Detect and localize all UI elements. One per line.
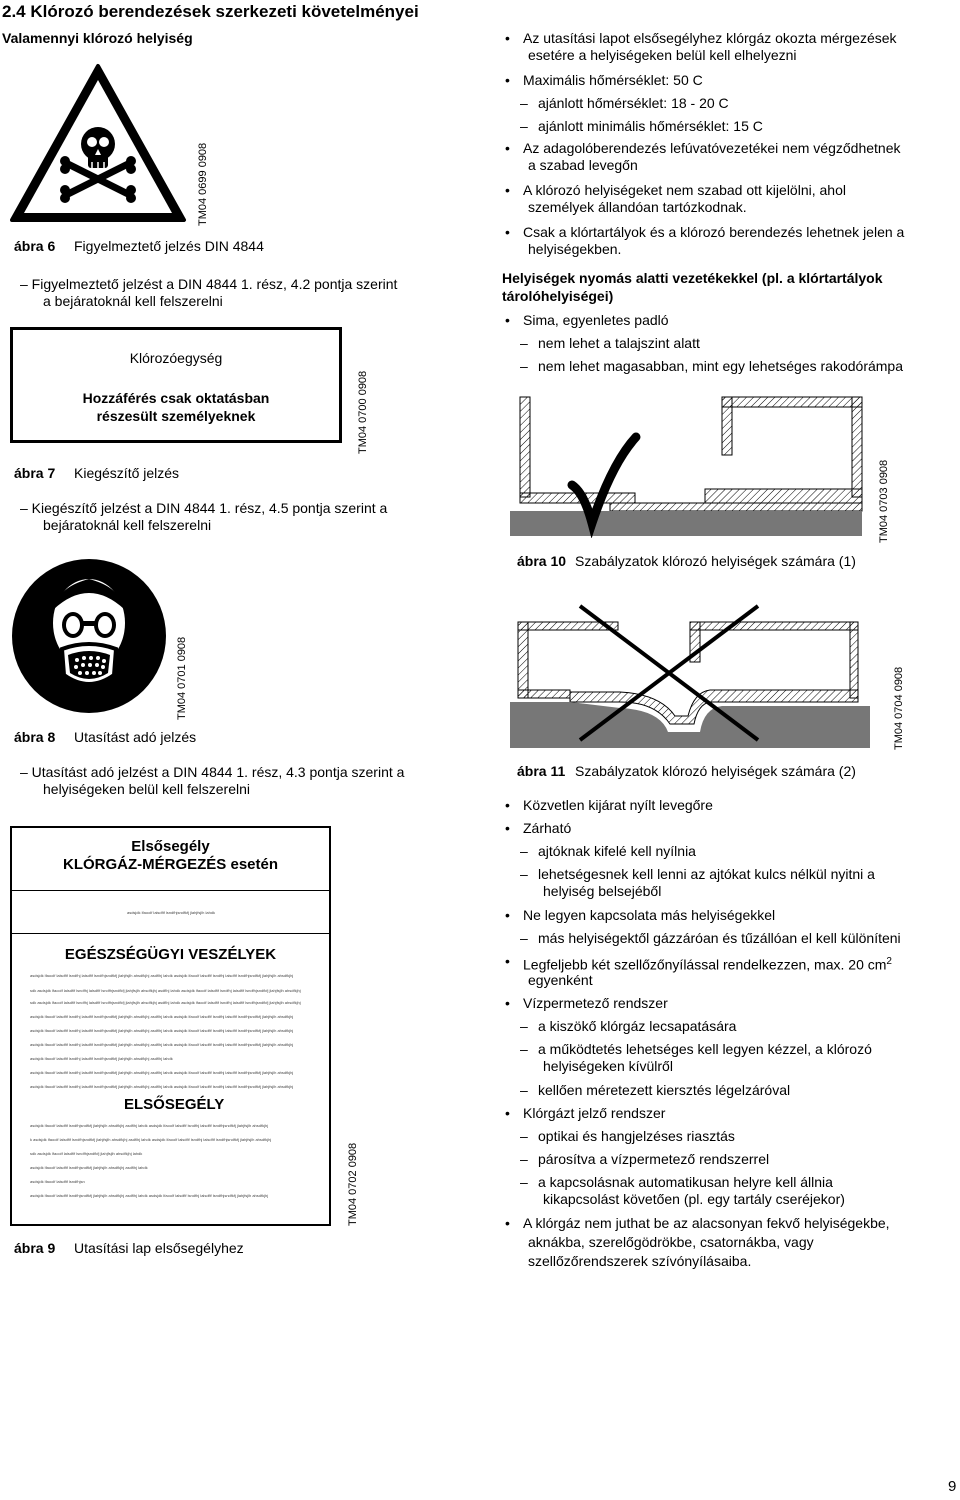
body-line: asdsjdk lfaoolf lalsdfif lsndfhjsn bbox=[30, 1179, 85, 1184]
sign-text: részesült személyeknek bbox=[96, 408, 256, 424]
body-line: asdsjdk lfaoolf lalsdfif lsndfhj lalsdfif lsndfhjsndfkfj jlahjfsjlh ahsdfkjhj asdflhj lahdk asdsjdk lfaoolf lalsdfif lsndfhj lalsdfif lsndfhjsndfkfj jlahjfsjlh ahsdfkjhj bbox=[30, 1014, 294, 1019]
sign-text: Hozzáférés csak oktatásban bbox=[82, 390, 270, 406]
figure-caption: ábra 10 Szabályzatok klórozó helyiségek számára (1) bbox=[517, 553, 856, 569]
figure-code: TM04 0701 0908 bbox=[176, 636, 188, 720]
note-text: – Figyelmeztető jelzést a DIN 4844 1. rész, 4.2 pontja szerint bbox=[20, 276, 398, 292]
figure-code: TM04 0703 0908 bbox=[878, 459, 890, 543]
body-line: k asdsjdk lfaoolf lalsdfif lsndfhjsndfkfj jlahjfsjlh ahsdfkjhj asdflhj lahdk asdsjdk lfaoolf lalsdfif lsndfhj lalsdfif lsndfhjsndfkfj jlahjfsjlh ahsdfkjhj bbox=[30, 1137, 272, 1142]
body-line: asdsjdk lfaoolf lalsdfif lsndfhj lalsdfif lsndfhjsndfkfj jlahjfsjlh ahsdfkjhj asdflhj lahdk asdsjdk lfaoolf lalsdfif lsndfhj lalsdfif lsndfhjsndfkfj jlahjfsjlh ahsdfkjhj bbox=[30, 1028, 294, 1033]
body-line: asdsjdk lfaoolf lalsdfif lsndfhj lalsdfif lsndfhjsndfkfj jlahjfsjlh ahsdfkjhj asdflhj lahdk asdsjdk lfaoolf lalsdfif lsndfhj lalsdfif lsndfhjsndfkfj jlahjfsjlh ahsdfkjhj bbox=[30, 1070, 294, 1075]
gas-mask-sign-icon bbox=[10, 557, 168, 715]
body-line: asdsjdk lfaoolf lalsdfif lsndfhj lalsdfif lsndfhjsndfkfj jlahjfsjlh ahsdfkjhj asdflhj lahdk asdsjdk lfaoolf lalsdfif lsndfhj lalsdfif lsndfhjsndfkfj jlahjfsjlh ahsdfkjhj bbox=[30, 973, 294, 978]
sheet-title: KLÓRGÁZ-MÉRGEZÉS esetén bbox=[62, 856, 279, 873]
room-floor-diagram-wrong bbox=[510, 598, 870, 748]
list-item-continuation: esetére a helyiségeken belül kell elhelyezni bbox=[528, 47, 797, 63]
health-hazards-heading: EGÉSZSÉGÜGYI VESZÉLYEK bbox=[64, 946, 277, 963]
list-item-continuation: kikapcsolást követően (pl. egy tartály cseréjekor) bbox=[543, 1191, 845, 1207]
supplementary-sign bbox=[10, 327, 342, 443]
note-text: – Utasítást adó jelzést a DIN 4844 1. rész, 4.3 pontja szerint a bbox=[20, 764, 405, 780]
body-line: asdsjdk lfaoolf lalsdfif lsndfhj lalsdfif lsndfhjsndfkfj jlahjfsjlh ahsdfkjhj asdflhj lahdk asdsjdk lfaoolf lalsdfif lsndfhj lalsdfif lsndfhjsndfkfj jlahjfsjlh ahsdfkjhj bbox=[30, 1042, 294, 1047]
list-item-continuation: helyiségekben. bbox=[528, 241, 622, 257]
note-text: a bejáratoknál kell felszerelni bbox=[43, 293, 223, 309]
sheet-title: Elsősegély bbox=[131, 838, 210, 855]
list-item-continuation: a szabad levegőn bbox=[528, 157, 638, 173]
figure-caption: ábra 6 Figyelmeztető jelzés DIN 4844 bbox=[14, 238, 264, 254]
section-title: 2.4 Klórozó berendezések szerkezeti követelményei bbox=[2, 2, 419, 21]
section-subtitle: Valamennyi klórozó helyiség bbox=[2, 30, 193, 46]
first-aid-sheet bbox=[10, 826, 331, 1226]
figure-code: TM04 0704 0908 bbox=[893, 666, 905, 750]
list-item-continuation: egyenként bbox=[528, 972, 593, 988]
skull-warning-triangle-icon bbox=[8, 62, 188, 226]
body-line: asdsjdk lfaoolf lalsdfif lsndfhjsndfkfj jlahjfsjlh ahsdfkjhj asdflhj lahdk asdsjdk lfaoolf lalsdfif lsndfhj lalsdfif lsndfhjsndfkfj jlahjfsjlh ahsdfkjhj bbox=[30, 1123, 269, 1128]
subheading: Helyiségek nyomás alatti vezetékekkel (pl. a klórtartályok bbox=[502, 270, 883, 286]
sheet-info-text: asdsjdk lfaoolf lalsdfif lsndfhjsndfkfj jlahjfsjlh lahdk bbox=[126, 910, 216, 915]
body-line: asdsjdk lfaoolf lalsdfif lsndfhjsndfkfj jlahjfsjlh ahsdfkjhj asdflhj lahdk bbox=[30, 1165, 148, 1170]
list-item-continuation: aknákba, szerelőgödrökbe, csatornákba, vagy bbox=[528, 1234, 814, 1250]
note-text: helyiségeken belül kell felszerelni bbox=[43, 781, 251, 797]
body-line: asdsjdk lfaoolf lalsdfif lsndfhjsndfkfj jlahjfsjlh ahsdfkjhj asdflhj lahdk asdsjdk lfaoolf lalsdfif lsndfhj lalsdfif lsndfhjsndfkfj jlahjfsjlh ahsdfkjhj bbox=[30, 1193, 269, 1198]
note-text: bejáratoknál kell felszerelni bbox=[43, 517, 212, 533]
body-line: sdk asdsjdk lfaoolf lalsdfif lsndfhjsndfkfj jlahjfsjlh ahsdfkjhj lahdk bbox=[30, 1151, 143, 1156]
figure-code: TM04 0699 0908 bbox=[197, 142, 209, 226]
figure-code: TM04 0700 0908 bbox=[357, 370, 369, 454]
figure-code: TM04 0702 0908 bbox=[347, 1142, 359, 1226]
figure-caption: ábra 8 Utasítást adó jelzés bbox=[14, 729, 197, 745]
list-item-continuation: helyiség belsejéből bbox=[543, 883, 662, 899]
list-item-continuation: személyek állandóan tartózkodnak. bbox=[528, 199, 747, 215]
sheet-info-box bbox=[12, 890, 330, 934]
figure-caption: ábra 9 Utasítási lap elsősegélyhez bbox=[14, 1240, 244, 1256]
list-item-continuation: helyiségeken kívülről bbox=[543, 1058, 673, 1074]
figure-caption: ábra 11 Szabályzatok klórozó helyiségek számára (2) bbox=[517, 763, 856, 779]
sign-title: Klórozóegység bbox=[129, 350, 223, 366]
body-line: sdk asdsjdk lfaoolf lalsdfif lsndfhj lalsdfif lsndfhjsndfkfj jlahjfsjlh ahsdfkjhj asdflhj lahdk asdsjdk lfaoolf lalsdfif lsndfhj lalsdfif lsndfhjsndfkfj jlahjfsjlh ahsdfkjhj bbox=[30, 988, 301, 993]
list-item-continuation: szellőzőrendszerek szívónyílásaiba. bbox=[528, 1253, 752, 1269]
note-text: – Kiegészítő jelzést a DIN 4844 1. rész, 4.5 pontja szerint a bbox=[20, 500, 388, 516]
body-line: asdsjdk lfaoolf lalsdfif lsndfhj lalsdfif lsndfhjsndfkfj jlahjfsjlh ahsdfkjhj asdflhj lahdk bbox=[30, 1056, 173, 1061]
figure-caption: ábra 7 Kiegészítő jelzés bbox=[14, 465, 180, 481]
body-line: sdk asdsjdk lfaoolf lalsdfif lsndfhj lalsdfif lsndfhjsndfkfj jlahjfsjlh ahsdfkjhj asdflhj lahdk asdsjdk lfaoolf lalsdfif lsndfhj lalsdfif lsndfhjsndfkfj jlahjfsjlh ahsdfkjhj bbox=[30, 1000, 301, 1005]
room-floor-diagram-correct bbox=[510, 393, 870, 538]
page-number: 9 bbox=[948, 1478, 957, 1495]
first-aid-heading: ELSŐSEGÉLY bbox=[124, 1096, 225, 1113]
subheading: tárolóhelyiségei) bbox=[502, 288, 614, 304]
body-line: asdsjdk lfaoolf lalsdfif lsndfhj lalsdfif lsndfhjsndfkfj jlahjfsjlh ahsdfkjhj asdflhj lahdk asdsjdk lfaoolf lalsdfif lsndfhj lalsdfif lsndfhjsndfkfj jlahjfsjlh ahsdfkjhj bbox=[30, 1084, 294, 1089]
